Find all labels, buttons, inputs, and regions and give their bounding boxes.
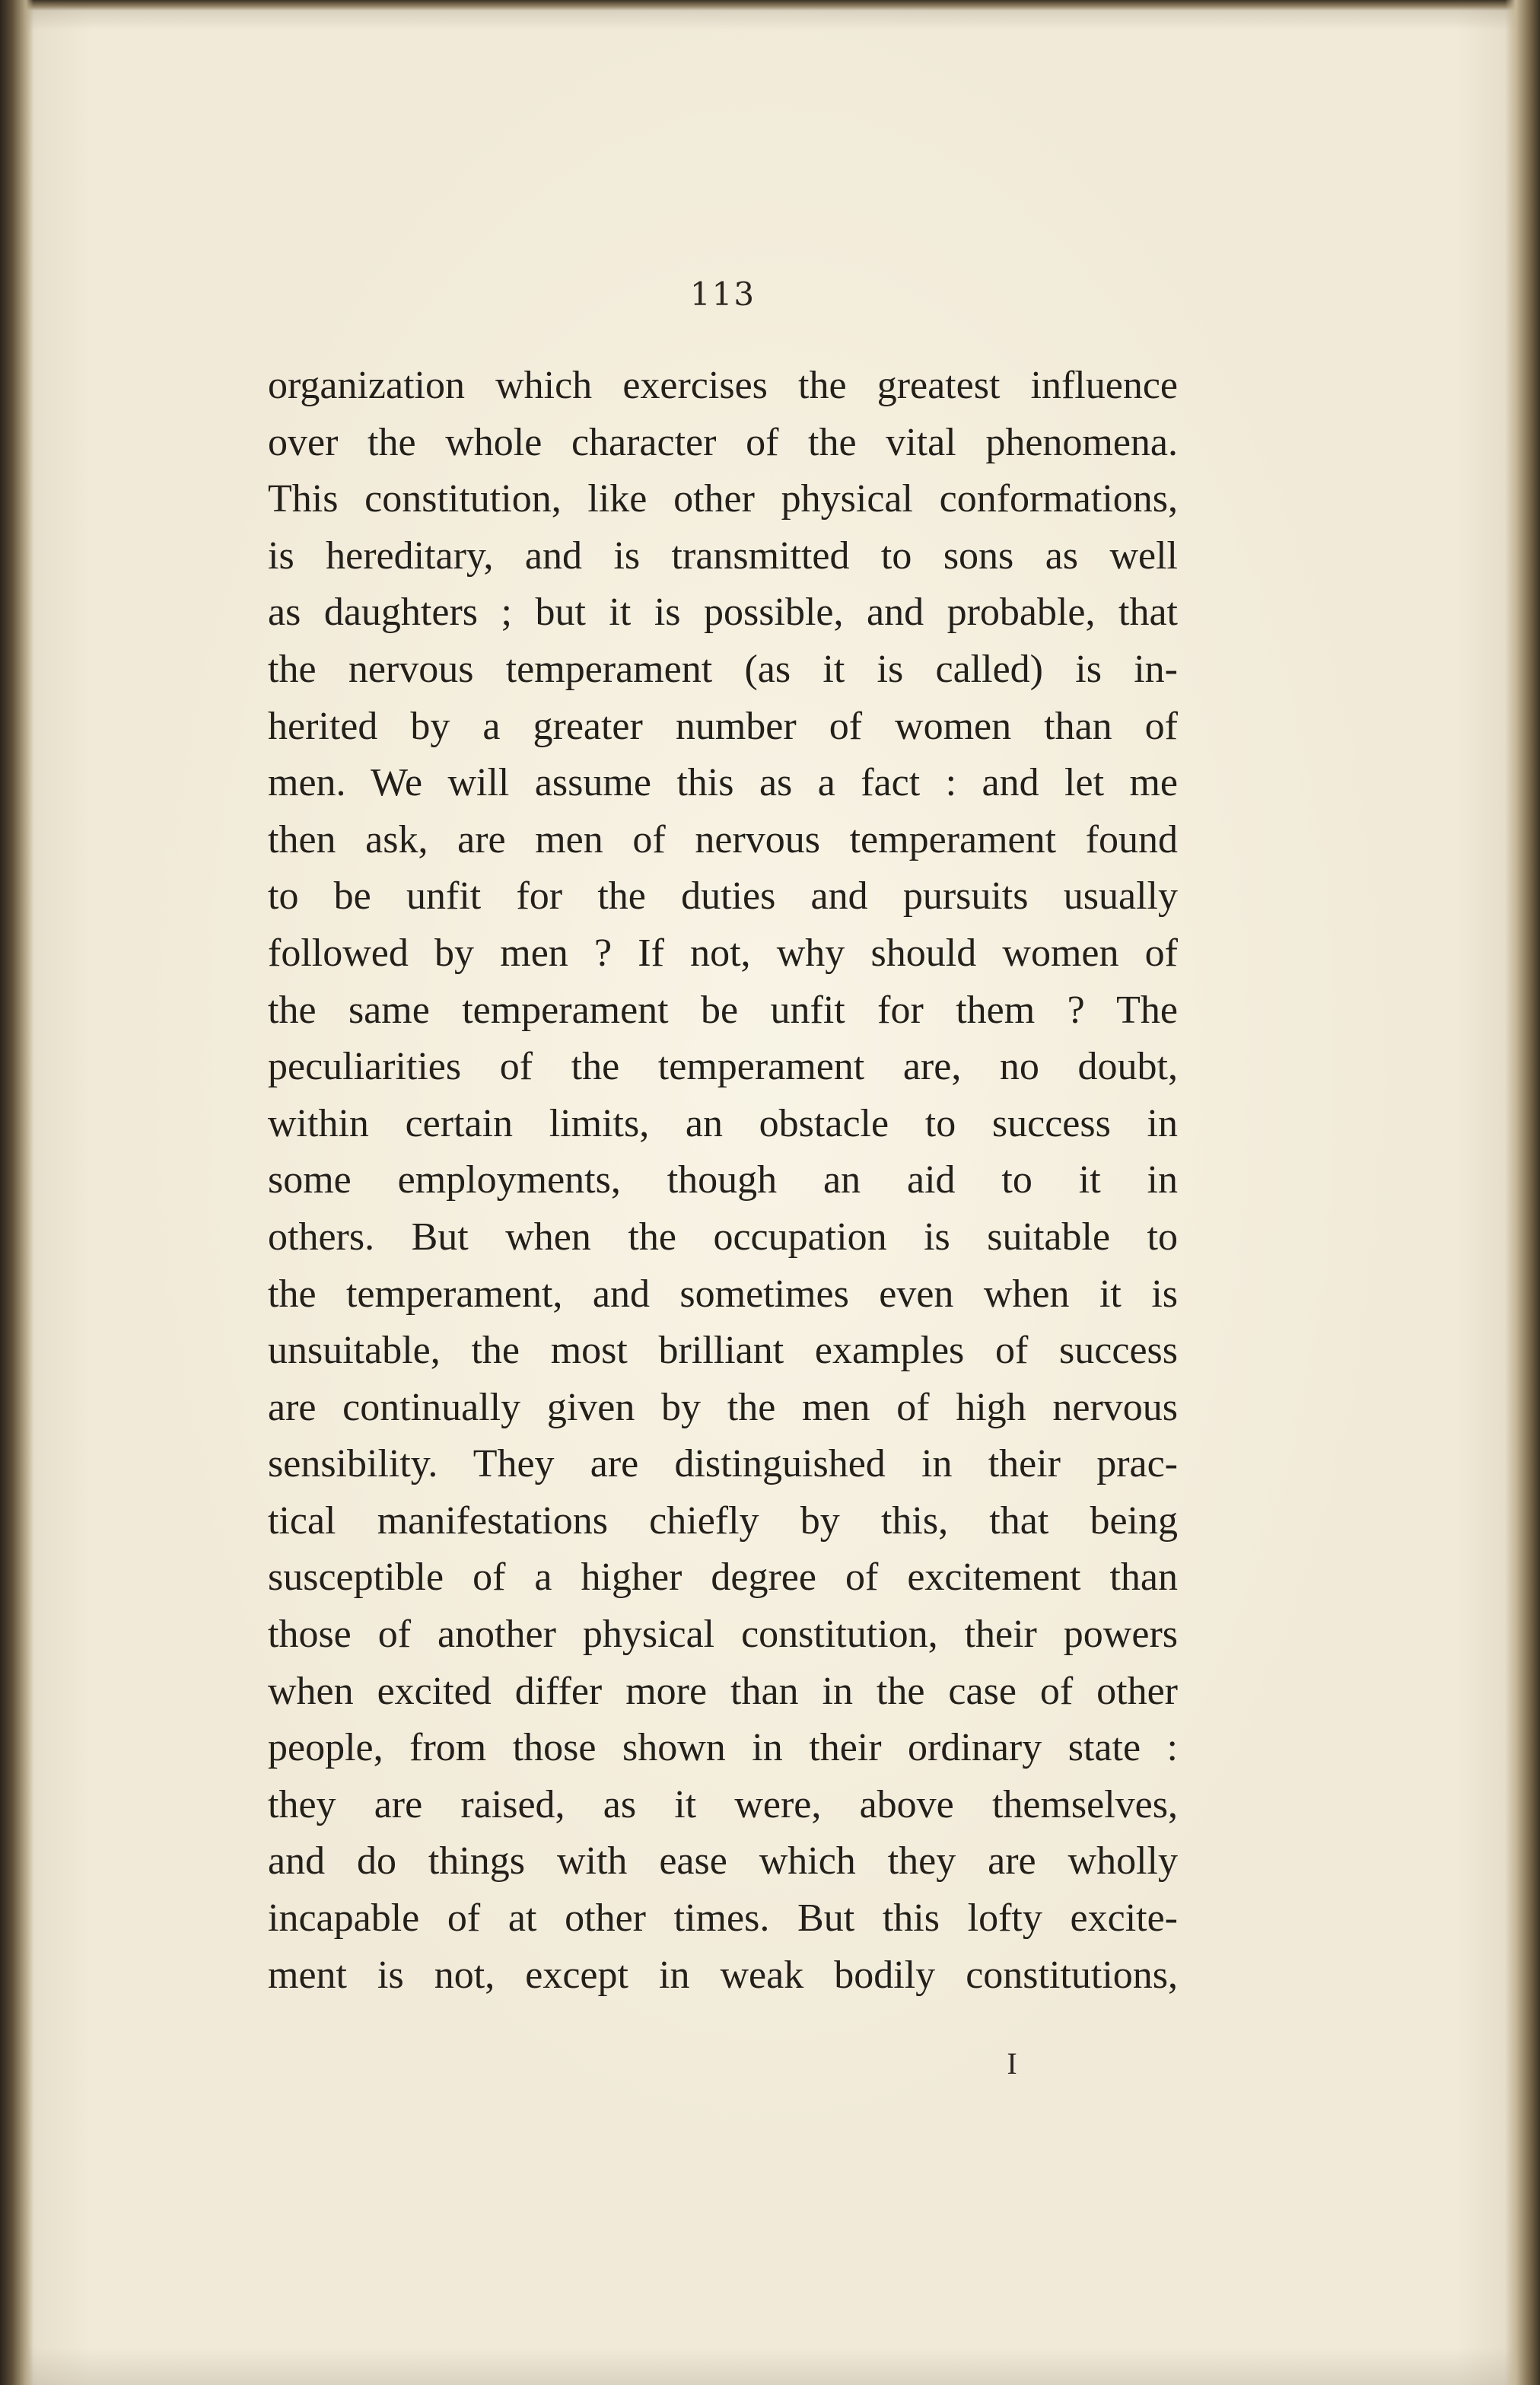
text-line: sensibility. They are distinguished in their prac- [268, 1442, 1178, 1486]
text-line: they are raised, as it were, above themselves, [268, 1782, 1178, 1826]
text-line: to be unfit for the duties and pursuits usually [268, 874, 1178, 919]
text-line: the same temperament be unfit for them ? The [268, 988, 1178, 1032]
signature-mark: I [1007, 2046, 1017, 2081]
text-line: men. We will assume this as a fact : and let me [268, 761, 1178, 805]
text-line: ment is not, except in weak bodily constitutions, [268, 1953, 1178, 1997]
text-line: incapable of at other times. But this lofty excite- [268, 1896, 1178, 1941]
text-line: over the whole character of the vital phenomena. [268, 420, 1178, 464]
text-line: organization which exercises the greatest influence [268, 364, 1178, 407]
text-line: is hereditary, and is transmitted to sons as well [268, 533, 1178, 578]
page-right-edge [1505, 0, 1540, 2385]
text-line: as daughters ; but it is possible, and probable, that [268, 591, 1178, 635]
text-line: followed by men ? If not, why should women of [268, 931, 1178, 975]
text-line: some employments, though an aid to it in [268, 1158, 1178, 1202]
text-line: and do things with ease which they are wholly [268, 1839, 1178, 1883]
text-line: within certain limits, an obstacle to success in [268, 1101, 1178, 1145]
text-line: then ask, are men of nervous temperament found [268, 817, 1178, 861]
text-line: tical manifestations chiefly by this, that being [268, 1498, 1178, 1543]
text-line: This constitution, like other physical conformations, [268, 477, 1178, 521]
page-number: 113 [689, 275, 756, 313]
body-text [268, 358, 1178, 2004]
text-line: those of another physical constitution, their powers [268, 1613, 1178, 1657]
text-line: susceptible of a higher degree of excitement than [268, 1556, 1178, 1600]
text-line: unsuitable, the most brilliant examples of success [268, 1329, 1178, 1373]
page-top-edge [0, 0, 1540, 11]
text-line: the nervous temperament (as it is called) is in- [268, 647, 1178, 691]
binding-gutter [0, 0, 33, 2385]
text-line: peculiarities of the temperament are, no doubt, [268, 1045, 1178, 1089]
text-line: others. But when the occupation is suitable to [268, 1215, 1178, 1259]
text-line: are continually given by the men of high nervous [268, 1385, 1178, 1429]
text-line: herited by a greater number of women than of [268, 704, 1178, 748]
text-line: people, from those shown in their ordinary state : [268, 1726, 1178, 1770]
text-line: when excited differ more than in the case of other [268, 1669, 1178, 1713]
text-line: the temperament, and sometimes even when it is [268, 1272, 1178, 1316]
